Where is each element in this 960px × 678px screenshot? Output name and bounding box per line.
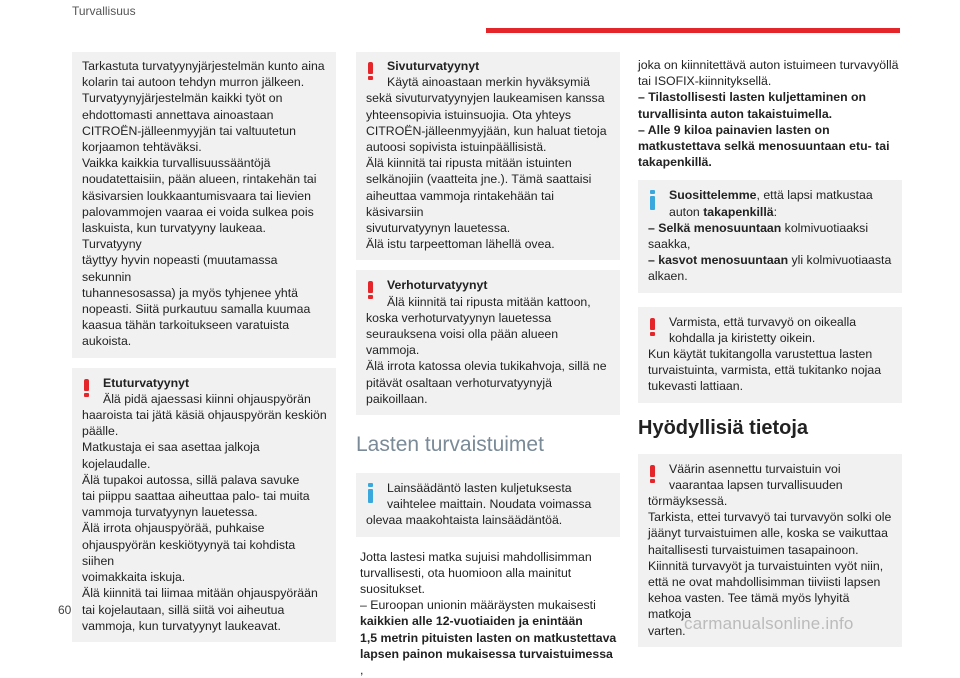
text-line: korjaamon tehtäväksi.	[82, 140, 202, 155]
info-icon	[368, 483, 373, 503]
law-info-text	[366, 512, 612, 528]
text-line: sekä sivuturvatyynyjen laukeamisen kanssa	[366, 91, 605, 106]
curtain-airbags-warning: Verhoturvatyynyt Älä kiinnitä tai ripusta mitään kattoon, koska verhoturvatyynyn lauetessa seurauksena voisi olla pään alueen vammoja. Älä irrota katossa olevia tukikahvoja, sillä ne pitävät osaltaan verhoturvatyynyjä paikoillaan.	[356, 270, 620, 415]
text-line: pitävät osaltaan verhoturvatyynyjä paikoillaan.	[366, 375, 552, 406]
text-line: varten.	[648, 623, 686, 638]
text-line: olevaa maakohtaista lainsäädäntöä.	[366, 513, 563, 528]
text-line: autoosi sopivista istuinpäällisistä.	[366, 140, 547, 155]
text-line: yhteensopivia istuinsuojia. Ota yhteys	[366, 107, 572, 122]
text-line: Kiinnitä turvavyöt ja turvaistuinten vyöt niin,	[648, 558, 884, 573]
text-line: takapenkillä.	[638, 155, 712, 170]
text-line: selkänojiin (vaatteita jne.). Tämä saattaisi	[366, 172, 592, 187]
text-line: Vaikka kaikkia turvallisuussääntöjä	[82, 156, 271, 171]
text-line: vammoja, kun turvatyynyt laukeavat.	[82, 618, 281, 633]
text-line: noudatettaisiin, pään alueen, rintakehän tai	[82, 172, 317, 187]
text-line: Älä istu tarpeettoman lähellä ovea.	[366, 237, 555, 252]
airbag-intro-box	[72, 52, 336, 358]
front-airbags-text	[82, 407, 328, 634]
text-line: haitallisesti turvaistuimen tasapainoon.	[648, 542, 859, 557]
text-line: tai kojelautaan, sillä siitä voi aiheutua	[82, 602, 285, 617]
column-3	[638, 52, 902, 655]
text-line: päälle.	[82, 424, 119, 439]
text-line: joka on kiinnitettävä auton istuimeen turvavyöllä	[638, 58, 899, 72]
text-line: Älä tupakoi autossa, sillä palava savuke	[82, 472, 300, 487]
text-line: kaikkien alle 12-vuotiaiden ja enintään	[360, 614, 583, 629]
text-line: koska verhoturvatyynyn lauetessa	[366, 310, 552, 325]
text-line: tai ISOFIX-kiinnityksellä.	[638, 74, 772, 89]
text-line: Älä kiinnitä tai ripusta mitään istuinten	[366, 156, 572, 171]
text-line: 1,5 metrin pituisten lasten on matkustettava	[360, 630, 617, 645]
side-airbags-text	[366, 90, 612, 252]
text-line: sivuturvatyynyn lauetessa.	[366, 221, 511, 236]
text-line: Älä irrota katossa olevia tukikahvoja, sillä ne	[366, 359, 607, 374]
text-line: voimakkaita iskuja.	[82, 570, 186, 585]
text-line: suositukset.	[360, 582, 425, 597]
warning-icon	[650, 318, 655, 335]
text-line: – Tilastollisesti lasten kuljettaminen on	[638, 90, 867, 105]
accent-bar	[486, 28, 900, 33]
law-info-box: Lainsäädäntö lasten kuljetuksesta vaihtelee maittain. Noudata voimassa olevaa maakohtaista lainsäädäntöä.	[356, 473, 620, 537]
side-airbags-warning: Sivuturvatyynyt Käytä ainoastaan merkin hyväksymiä sekä sivuturvatyynyjen laukeamisen kanssa yhteensopivia istuinsuojia. Ota yhteys CITROËN-jälleenmyyjään, kun haluat tietoja autoosi sopivista istuinpäällisistä. Älä kiinnitä tai ripusta mitään istuinten selkänojiin (vaatteita jne.). Tämä saattaisi aiheuttaa vammoja rintakehään tai käsivarsiin sivuturvatyynyn lauetessa. Älä istu tarpeettoman lähellä ovea.	[356, 52, 620, 260]
text-line: käsivarsien loukkaantumisvaara tai lievien	[82, 188, 311, 203]
text-line: palovammojen vaaraa ei voida sulkea pois	[82, 204, 314, 219]
seat-mount-text	[638, 57, 902, 170]
front-airbags-warning: Etuturvatyynyt Älä pidä ajaessasi kiinni ohjauspyörän haaroista tai jätä käsiä ohjauspyörän keskiön päälle. Matkustaja ei saa asettaa jalkoja kojelaudalle. Älä tupakoi autossa, sillä palava savuke tai piippu saattaa aiheuttaa palo- tai muita vammoja turvatyynyn lauetessa. Älä irrota ohjauspyörää, puhkaise ohjauspyörän keskiötyynyä tai kohdista siihen voimakkaita iskuja. Älä kiinnitä tai liimaa mitään ohjauspyörään tai kojelautaan, sillä siitä voi aiheutua vammoja, kun turvatyynyt laukeavat.	[72, 368, 336, 642]
column-2	[356, 52, 620, 678]
text-line: Kun käytät tukitangolla varustettua lasten	[648, 347, 873, 362]
text-line: aiheuttaa vammoja rintakehään tai käsivarsiin	[366, 188, 554, 219]
side-airbags-title: Sivuturvatyynyt	[387, 59, 480, 73]
text-line: kaasua tähän tarkoitukseen varatuista	[82, 318, 290, 333]
warning-icon	[84, 379, 89, 396]
text-line: ohjauspyörän keskiötyynyä tai kohdista siihen	[82, 537, 296, 568]
text-line: että ne ovat mahdollisimman tiiviisti lapsen	[648, 575, 881, 590]
text-line: vammoja turvatyynyn lauetessa.	[82, 505, 258, 520]
text-line: – Alle 9 kiloa painavien lasten on	[638, 122, 830, 137]
warning-icon	[650, 465, 655, 482]
text-line: Turvatyynyjärjestelmän kaikki työt on	[82, 91, 283, 106]
text-line: kehoa vasten. Tee tämä myös lyhyitä matkoja	[648, 591, 850, 622]
text-line: CITROËN-jälleenmyyjän tai valtuutetun	[82, 123, 296, 138]
text-line: turvallisesti, ota huomioon alla mainitut	[360, 565, 572, 580]
text-line: laskuista, kun turvatyyny laukeaa. Turvatyyny	[82, 221, 266, 252]
column-1	[72, 52, 336, 650]
text-line: tukevasti lattiaan.	[648, 379, 744, 394]
curtain-airbags-text	[366, 310, 612, 407]
front-airbags-title: Etuturvatyynyt	[103, 375, 190, 390]
text-line: jäänyt turvaistuimen alle, koska se vaikuttaa	[648, 526, 888, 541]
text-line: tuhannesosassa) ja myös tyhjenee yhtä	[82, 285, 299, 300]
curtain-airbags-title: Verhoturvatyynyt	[387, 278, 488, 293]
text-line: Matkustaja ei saa asettaa jalkoja kojelaudalle.	[82, 440, 260, 471]
text-line: Tarkastuta turvatyynyjärjestelmän kunto aina	[82, 59, 325, 73]
text-line: seurauksena voisi olla pään alueen vammoja.	[366, 327, 559, 358]
text-line: turvallisinta auton takaistuimella.	[638, 106, 833, 121]
belt-warning-box: Varmista, että turvavyö on oikealla kohdalla ja kiristetty oikein. Kun käytät tukitangolla varustettua lasten turvaistuinta, varmista, että tukitanko nojaa tukevasti lattiaan.	[638, 307, 902, 403]
text-line: ehdottomasti annettava ainoastaan	[82, 107, 274, 122]
text-line: kolarin tai autoon tehdyn murron jälkeen.	[82, 75, 305, 90]
child-seats-heading: Lasten turvaistuimet	[356, 433, 544, 457]
text-line: nopeasti. Siitä purkautuu samalla kuumaa	[82, 302, 311, 317]
text-line: Tarkista, ettei turvavyö tai turvavyön solki ole	[648, 510, 892, 525]
info-icon	[650, 190, 655, 210]
useful-info-heading: Hyödyllisiä tietoja	[638, 416, 809, 439]
child-seat-recommendations: Jotta lastesi matka sujuisi mahdollisimman turvallisesti, ota huomioon alla mainitut suositukset. – Euroopan unionin määräysten mukaisesti kaikkien alle 12-vuotiaiden ja enintään 1,5 metrin pituisten lasten on matkustettava lapsen painon mukaisessa turvaistuimessa ,	[360, 549, 620, 678]
page-number: 60	[58, 603, 72, 617]
section-title: Turvallisuus	[72, 4, 136, 18]
watermark: carmanualsonline.info	[684, 614, 854, 633]
text-line: CITROËN-jälleenmyyjään, kun haluat tietoja	[366, 123, 607, 138]
wrong-install-warning: Väärin asennettu turvaistuin voi vaarantaa lapsen turvallisuuden törmäyksessä. Tarkista, ettei turvavyö tai turvavyön solki ole jäänyt turvaistuimen alle, koska se vaikuttaa haitallisesti turvaistuimen tasapainoon. Kiinnitä turvavyöt ja turvaistuinten vyöt niin, että ne ovat mahdollisimman tiiviisti lapsen kehoa vasten. Tee tämä myös lyhyitä matkoja varten.	[638, 454, 902, 647]
recommendation-info-box: Suosittelemme, että lapsi matkustaa auton takapenkillä: – Selkä menosuuntaan kolmivuotiaaksi saakka, – kasvot menosuuntaan yli kolmivuotiaasta alkaen.	[638, 180, 902, 292]
warning-icon	[368, 62, 373, 79]
text-line: tai piippu saattaa aiheuttaa palo- tai muita	[82, 489, 310, 504]
text-line: aukoista.	[82, 334, 132, 349]
text-line: täyttyy hyvin nopeasti (muutamassa sekunnin	[82, 253, 278, 284]
text-line: turvaistuinta, varmista, että tukitanko nojaa	[648, 363, 882, 378]
text-line: Jotta lastesi matka sujuisi mahdollisimman	[360, 549, 592, 564]
text-line: – Euroopan unionin määräysten mukaisesti	[360, 598, 596, 613]
text-line: haaroista tai jätä käsiä ohjauspyörän keskiön	[82, 408, 327, 423]
text-line: Älä kiinnitä tai liimaa mitään ohjauspyörään	[82, 586, 318, 601]
text-line: törmäyksessä.	[648, 494, 728, 509]
text-line: matkustettava selkä menosuuntaan etu- tai	[638, 139, 890, 154]
warning-icon	[368, 281, 373, 298]
intro-text	[82, 58, 328, 350]
text-line: Älä irrota ohjauspyörää, puhkaise	[82, 521, 265, 536]
